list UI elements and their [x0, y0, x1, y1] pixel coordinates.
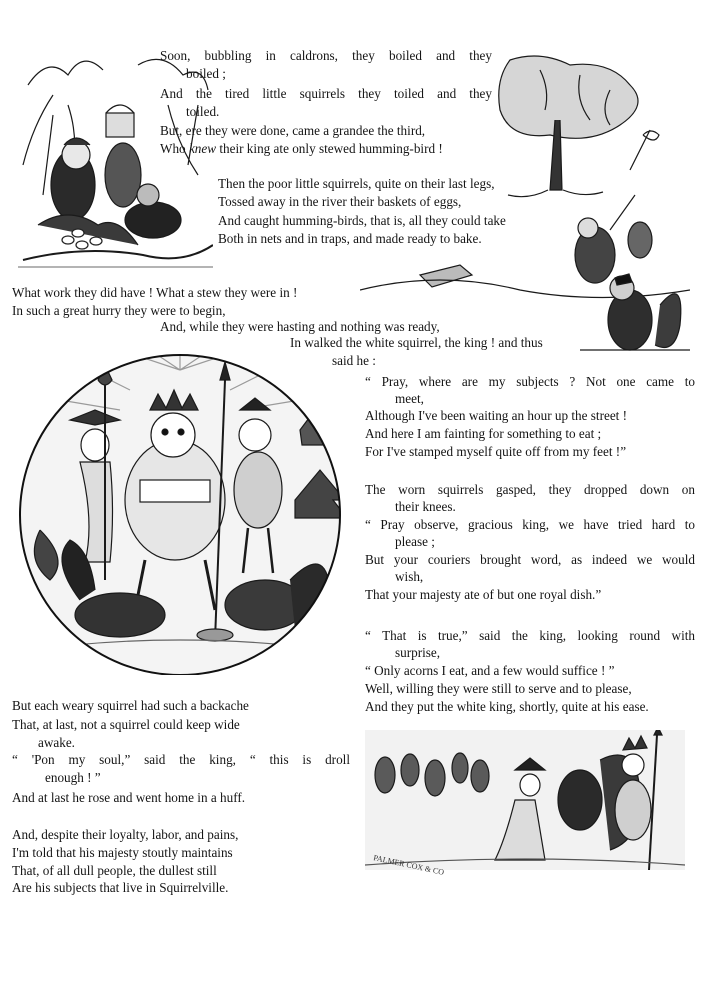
stanza7-line3: awake.	[38, 735, 75, 750]
stanza1-line6-start: Who	[160, 141, 186, 156]
stanza5-line4: please ;	[395, 534, 435, 549]
stanza7-line1: But each weary squirrel had such a backache	[12, 698, 249, 713]
illustration-king-squirrel-vignette	[10, 350, 350, 675]
stanza1-line2: boiled ;	[186, 66, 226, 81]
stanza5-line1: The worn squirrels gasped, they dropped down on	[365, 482, 695, 497]
stanza6-line4: Well, willing they were still to serve and to please,	[365, 681, 632, 696]
stanza6-line3: “ Only acorns I eat, and a few would suffice ! ”	[365, 663, 615, 678]
engraver-signature: PALMER COX & CO	[372, 853, 445, 877]
stanza5-line2: their knees.	[395, 499, 456, 514]
stanza4-line5: For I've stamped myself quite off from my feet !”	[365, 444, 627, 459]
stanza5-line6: wish,	[395, 569, 424, 584]
stanza1-line3: And the tired little squirrels they toiled and they	[160, 86, 492, 101]
stanza1-line6-end: their king ate only stewed humming-bird !	[219, 141, 443, 156]
stanza6-line2: surprise,	[395, 645, 441, 660]
stanza1-line4: toiled.	[186, 104, 220, 119]
stanza1-line1: Soon, bubbling in caldrons, they boiled and they	[160, 48, 492, 63]
stanza2-line4: Both in nets and in traps, and made ready to bake.	[218, 231, 482, 246]
stanza7-line6: And at last he rose and went home in a huff.	[12, 790, 246, 805]
stanza2-line1: Then the poor little squirrels, quite on their last legs,	[218, 176, 495, 191]
stanza1-line5: But, ere they were done, came a grandee the third,	[160, 123, 426, 138]
stanza4-line1: “ Pray, where are my subjects ? Not one came to	[365, 374, 695, 389]
stanza6-line1: “ That is true,” said the king, looking round with	[365, 628, 695, 643]
stanza3-line5: said he :	[332, 353, 376, 368]
stanza6-line5: And they put the white king, shortly, quite at his ease.	[365, 699, 649, 714]
stanza5-line5: But your couriers brought word, as indeed we would	[365, 552, 695, 567]
stanza3-line1: What work they did have ! What a stew they were in !	[12, 285, 298, 300]
illustration-squirrel-procession	[365, 730, 685, 885]
stanza1-line6-emphasis: knew	[188, 141, 217, 156]
stanza8-line2: I'm told that his majesty stoutly maintains	[12, 845, 233, 860]
stanza7-line4: “ 'Pon my soul,” said the king, “ this is droll	[12, 752, 350, 767]
stanza3-line4: In walked the white squirrel, the king ! and thus	[290, 335, 543, 350]
stanza8-line4: Are his subjects that live in Squirrelville.	[12, 880, 229, 895]
stanza7-line2: That, at last, not a squirrel could keep wide	[12, 717, 240, 732]
stanza7-line5: enough ! ”	[45, 770, 101, 785]
stanza5-line7: That your majesty ate of but one royal dish.”	[365, 587, 602, 602]
stanza8-line3: That, of all dull people, the dullest still	[12, 863, 217, 878]
stanza4-line3: Although I've been waiting an hour up the street !	[365, 408, 628, 423]
stanza3-line2: In such a great hurry they were to begin,	[12, 303, 226, 318]
stanza8-line1: And, despite their loyalty, labor, and pains,	[12, 827, 239, 842]
stanza2-line3: And caught humming-birds, that is, all they could take	[218, 213, 506, 228]
stanza2-line2: Tossed away in the river their baskets of eggs,	[218, 194, 462, 209]
stanza3-line3: And, while they were hasting and nothing was ready,	[160, 319, 440, 334]
stanza4-line2: meet,	[395, 391, 424, 406]
stanza5-line3: “ Pray observe, gracious king, we have tried hard to	[365, 517, 695, 532]
stanza4-line4: And here I am fainting for something to eat ;	[365, 426, 602, 441]
stanza1-line6	[160, 140, 443, 158]
